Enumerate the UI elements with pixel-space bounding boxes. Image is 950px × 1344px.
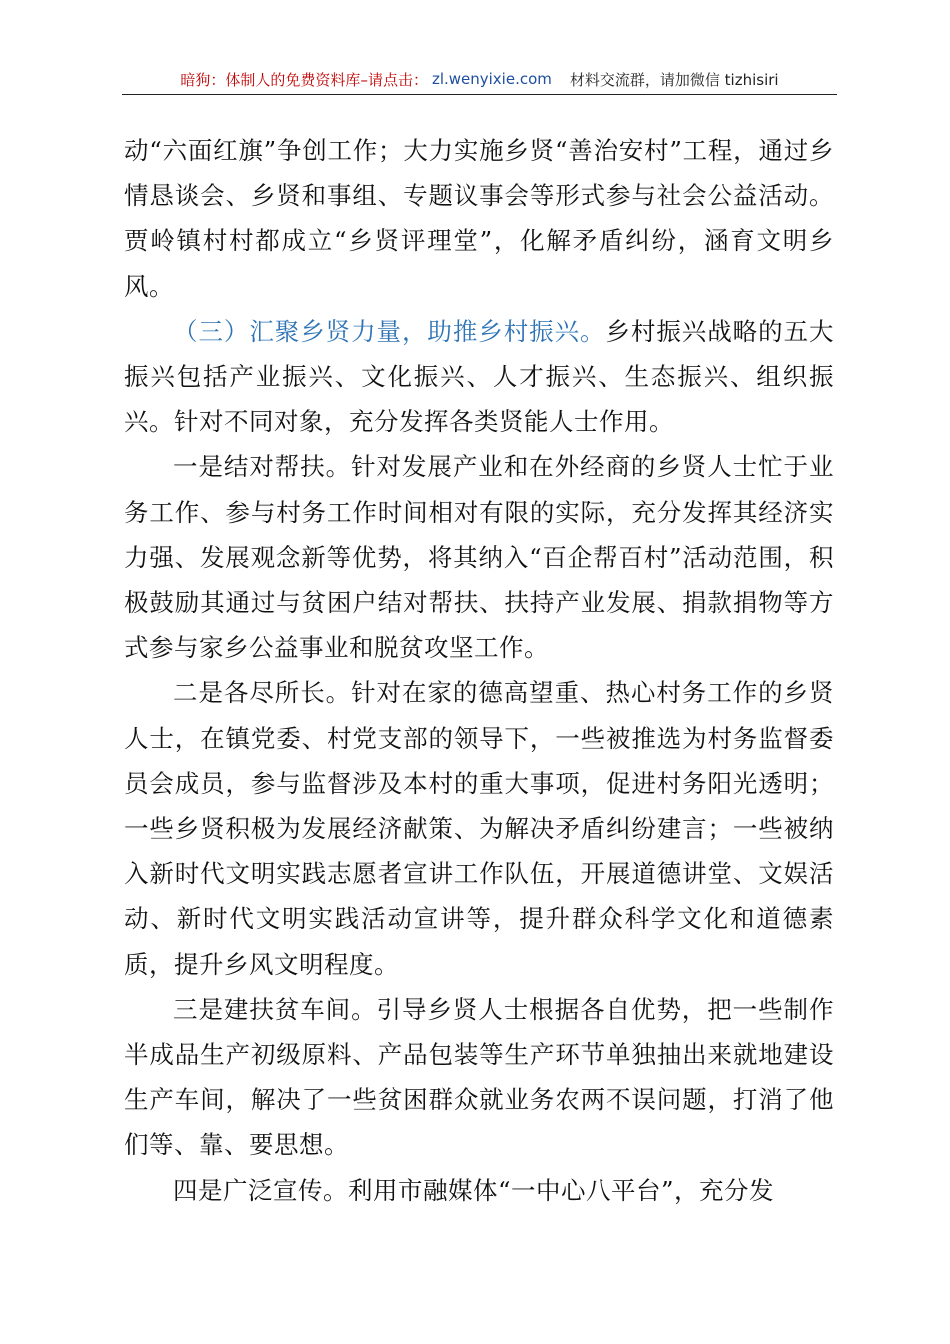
paragraph bbox=[124, 444, 834, 670]
document-body bbox=[124, 128, 834, 1213]
header-link[interactable]: zl.wenyixie.com bbox=[431, 70, 552, 88]
section-paragraph bbox=[124, 309, 834, 445]
paragraph-continued bbox=[124, 128, 834, 309]
header-prompt: –请点击： bbox=[360, 70, 428, 89]
header-contact: 材料交流群，请加微信 tizhisiri bbox=[569, 70, 779, 89]
paragraph-text: 动“六面红旗”争创工作；大力实施乡贤“善治安村”工程，通过乡情恳谈会、乡贤和事组、专题议事会等形式参与社会公益活动。贾岭镇村村都成立“乡贤评理堂”，化解矛盾纠纷，涵育文明乡风。 bbox=[124, 136, 834, 301]
paragraph-text: 乡村振兴战略的五大振兴包括产业振兴、文化振兴、人才振兴、生态振兴、组织振兴。针对不同对象，充分发挥各类贤能人士作用。 bbox=[124, 316, 835, 437]
paragraph-text: 二是各尽所长。针对在家的德高望重、热心村务工作的乡贤人士，在镇党委、村党支部的领导下，一些被推选为村务监督委员会成员，参与监督涉及本村的重大事项，促进村务阳光透明；一些乡贤积极为发展经济献策、为解决矛盾纠纷建言；一些被纳入新时代文明实践志愿者宣讲工作队伍，开展道德讲堂、文娱活动、新时代文明实践活动宣讲等，提升群众科学文化和道德素质，提升乡风文明程度。 bbox=[124, 678, 834, 979]
paragraph-text: 一是结对帮扶。针对发展产业和在外经商的乡贤人士忙于业务工作、参与村务工作时间相对有限的实际，充分发挥其经济实力强、发展观念新等优势，将其纳入“百企帮百村”活动范围，积极鼓励其通过与贫困户结对帮扶、扶持产业发展、捐款捐物等方式参与家乡公益事业和脱贫攻坚工作。 bbox=[124, 452, 834, 663]
paragraph bbox=[124, 670, 834, 986]
paragraph-text: 三是建扶贫车间。引导乡贤人士根据各自优势，把一些制作半成品生产初级原料、产品包装等生产环节单独抽出来就地建设生产车间，解决了一些贫困群众就业务农两不误问题，打消了他们等、靠、要思想。 bbox=[124, 994, 834, 1160]
page-header bbox=[122, 64, 837, 95]
header-brand: 暗狗：体制人的免费资料库 bbox=[180, 70, 361, 89]
section-heading: （三）汇聚乡贤力量，助推乡村振兴。 bbox=[173, 316, 606, 346]
paragraph bbox=[124, 987, 834, 1168]
paragraph-text: 四是广泛宣传。利用市融媒体“一中心八平台”，充分发 bbox=[173, 1175, 775, 1205]
paragraph bbox=[124, 1168, 834, 1213]
